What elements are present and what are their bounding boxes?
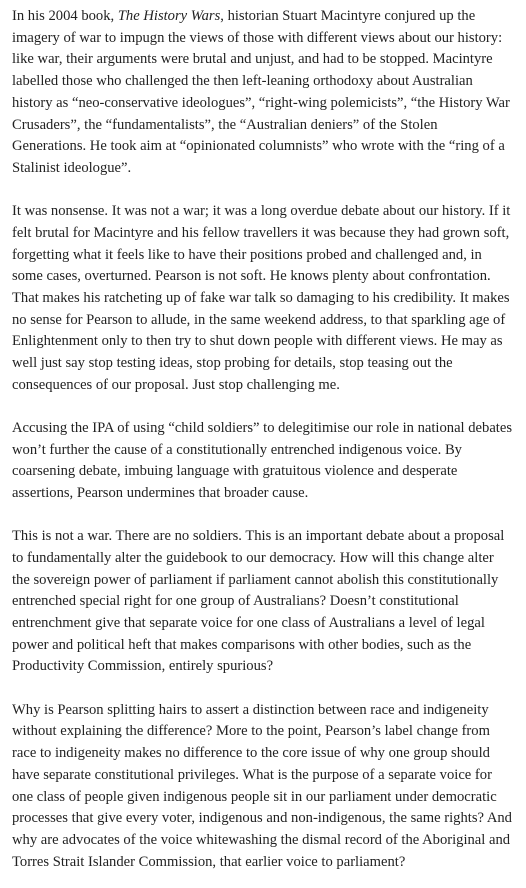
paragraph-1	[12, 6, 512, 180]
paragraph-1-rest: , historian Stuart Macintyre conjured up the imagery of war to impugn the views of those with different views about our history: like war, their arguments were brutal and unjust, and had to be stopped. Macintyre labelled those who challenged the then left-leaning orthodoxy about Australian history as “neo-conservative ideologues”, “right-wing polemicists”, “the History War Crusaders”, the “fundamentalists”, the “Australian deniers” of the Stolen Generations. He took aim at “opinionated columnists” who wrote with the “ring of a Stalinist ideologue”.	[12, 8, 510, 176]
paragraph-5: Why is Pearson splitting hairs to assert a distinction between race and indigeneity without explaining the difference? More to the point, Pearson’s label change from race to indigeneity makes no difference to the core issue of why one group should have separate constitutional privileges. What is the purpose of a separate voice for one class of people given indigenous people sit in our parliament under democratic processes that give every voter, indigenous and non-indigenous, the same rights? And why are advocates of the voice whitewashing the dismal record of the Aboriginal and Torres Strait Islander Commission, that earlier voice to parliament?	[12, 701, 512, 870]
book-title: The History Wars	[117, 8, 221, 24]
paragraph-4: This is not a war. There are no soldiers. This is an important debate about a proposal to fundamentally alter the guidebook to our democracy. How will this change alter the sovereign power of parliament if parliament cannot abolish this constitutionally entrenched special right for one group of Australians? Doesn’t constitutional entrenchment give that separate voice for one class of Australians a level of legal power and political heft that makes comparisons with other bodies, such as the Productivity Commission, entirely spurious?	[12, 528, 505, 675]
paragraph-2: It was nonsense. It was not a war; it was a long overdue debate about our history. If it felt brutal for Macintyre and his fellow travellers it was because they had grown soft, forgetting what it feels like to have their positions probed and challenged and, in some cases, overturned. Pearson is not soft. He knows plenty about confrontation. That makes his ratcheting up of fake war talk so damaging to his credibility. It makes no sense for Pearson to allude, in the same weekend address, to that sparkling age of Enlightenment only to then try to shut down people with different views. He may as well just say stop testing ideas, stop probing for details, stop teasing out the consequences of our proposal. Just stop challenging me.	[12, 203, 511, 393]
article-body	[12, 6, 512, 873]
paragraph-1-intro: In his 2004 book,	[12, 8, 118, 24]
paragraph-3: Accusing the IPA of using “child soldiers” to delegitimise our role in national debates won’t further the cause of a constitutionally entrenched indigenous voice. By coarsening debate, imbuing language with gratuitous violence and desperate assertions, Pearson undermines that broader cause.	[12, 419, 513, 502]
